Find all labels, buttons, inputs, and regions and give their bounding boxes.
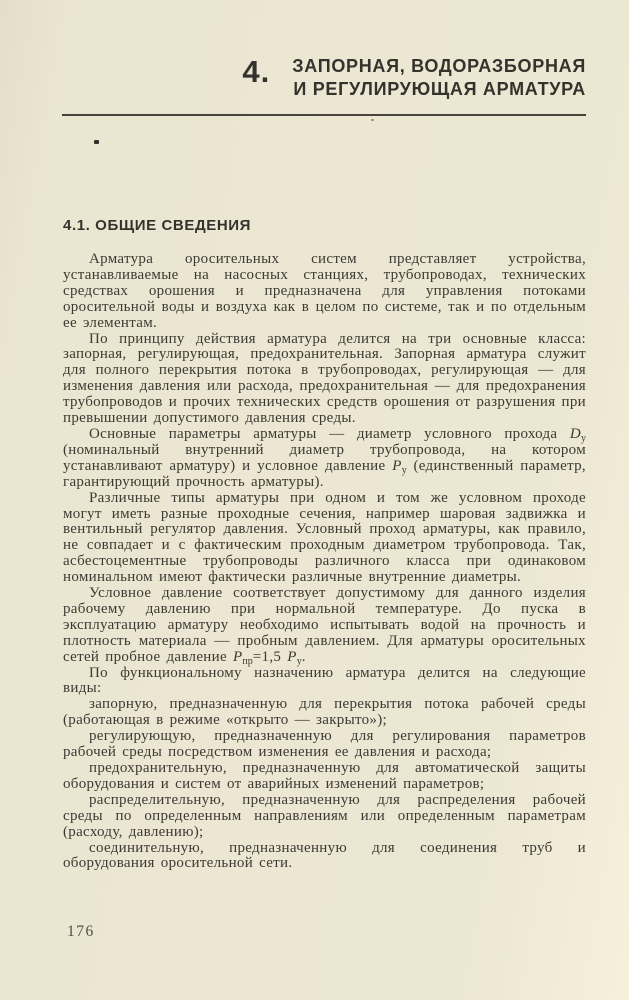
chapter-title-line2: И РЕГУЛИРУЮЩАЯ АРМАТУРА [293, 79, 586, 99]
chapter-title-line1: ЗАПОРНАЯ, ВОДОРАЗБОРНАЯ [292, 56, 586, 76]
paragraph: Арматура оросительных систем представляет устройства, устанавливаемые на насосных станциях, трубопроводах, технических средствах орошения и предназначена для управления потоками оросительной воды и воздуха как в целом по системе, так и по отдельным ее элементам. [63, 251, 586, 331]
paragraph: По функциональному назначению арматура делится на следующие виды: [63, 664, 586, 697]
chapter-title [292, 55, 586, 101]
formula-variable: $P_у$ [392, 457, 407, 476]
chapter-title-row [62, 55, 586, 101]
chapter-header [62, 55, 586, 116]
paragraph: запорную, предназначенную для перекрытия потока рабочей среды (работающая в режиме «открыто — закрыто»); [63, 696, 586, 729]
paragraph: регулирующую, предназначенную для регулирования параметров рабочей среды посредством изменения ее давления и расхода; [63, 728, 586, 761]
scan-speck [371, 119, 374, 121]
section-heading: 4.1. ОБЩИЕ СВЕДЕНИЯ [63, 217, 252, 234]
chapter-number: 4. [242, 54, 271, 89]
chapter-rule [62, 114, 586, 116]
formula-variable: $P_{пр}$ [232, 648, 253, 667]
formula-variable: $P_у$ [287, 648, 302, 667]
paragraph: Условное давление соответствует допустимому для данного изделия рабочему давлению при нормальной температуре. До пуска в эксплуатацию арматуру необходимо испытывать водой на прочность и плотность материала — пробным давлением. Для арматуры оросительных сетей пробное давление $P_{пр}=1,5$ $P_у$. [63, 585, 586, 667]
paragraph: По принципу действия арматура делится на три основные класса: запорная, регулирующая, предохранительная. Запорная арматура служит для полного перекрытия потока в трубопроводах, регулирующая — для изменения давления или расхода, предохранительная — для предохранения трубопроводов и прочих технических средств орошения от разрушения при превышении допустимого давления среды. [63, 330, 586, 427]
paragraph: соединительную, предназначенную для соединения труб и оборудования оросительной сети. [63, 839, 586, 872]
formula-variable: $D_у$ [569, 425, 586, 444]
paragraph: Основные параметры арматуры — диаметр условного прохода $D_у$ (номинальный внутренний диаметр трубопровода, на котором устанавливают арматуру) и условное давление $P_у$ (единственный параметр, гарантирующий прочность арматуры). [63, 425, 586, 490]
paragraph: Различные типы арматуры при одном и том же условном проходе могут иметь разные проходные сечения, например шаровая задвижка и вентильный регулятор давления. Условный проход арматуры, как правило, не совпадает и с фактическим проходным диаметром трубопровода. Так, асбестоцементные трубопроводы различного класса при одинаковом номинальном имеют фактически различные внутренние диаметры. [63, 489, 586, 586]
paragraph: распределительную, предназначенную для распределения рабочей среды по определенным направлениям или определенным параметрам (расходу, давлению); [63, 791, 586, 840]
paragraph: предохранительную, предназначенную для автоматической защиты оборудования и систем от аварийных изменений параметров; [63, 760, 586, 792]
ink-spot [94, 140, 99, 144]
body-text [63, 252, 586, 872]
page-number: 176 [67, 923, 95, 940]
